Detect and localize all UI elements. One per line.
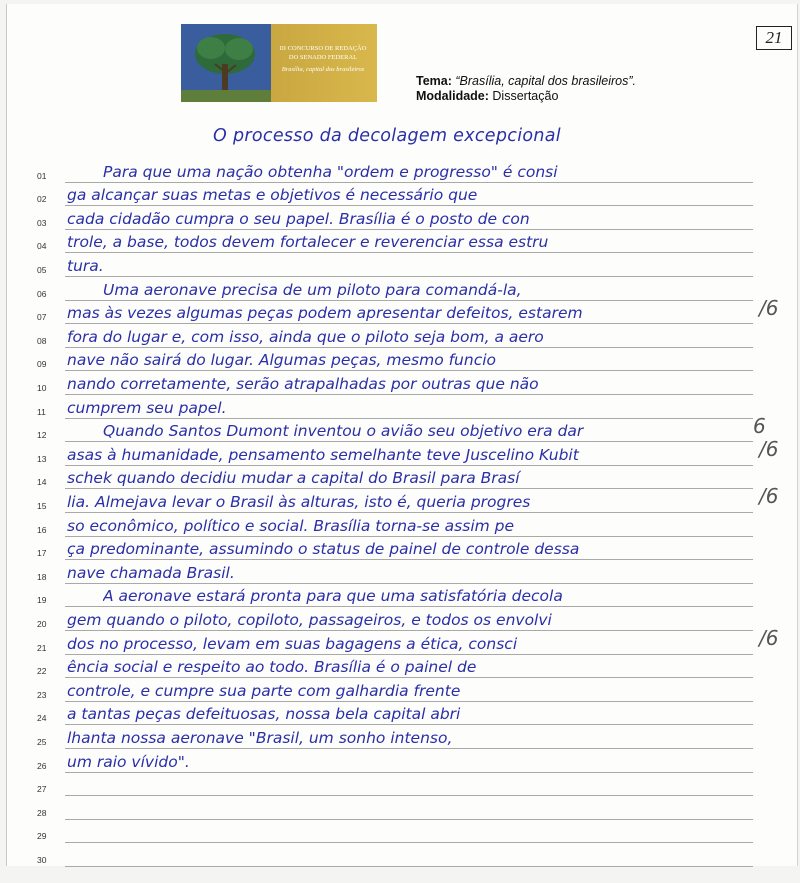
line-rule <box>65 819 753 820</box>
line-number: 02 <box>37 194 47 205</box>
essay-line <box>7 538 797 562</box>
line-number: 09 <box>37 359 47 370</box>
line-rule <box>65 866 753 867</box>
line-number: 04 <box>37 241 47 252</box>
essay-title: O processo da decolagem excepcional <box>213 126 561 146</box>
line-rule <box>65 583 753 584</box>
essay-line <box>7 207 797 231</box>
line-rule <box>65 842 753 843</box>
line-number: 17 <box>37 548 47 559</box>
handwritten-text: gem quando o piloto, copiloto, passageiros, e todos os envolvi <box>67 610 552 629</box>
line-number: 16 <box>37 524 47 535</box>
line-number: 03 <box>37 217 47 228</box>
handwritten-text: lhanta nossa aeronave "Brasil, um sonho intenso, <box>67 728 453 747</box>
theme-value: “Brasília, capital dos brasileiros”. <box>455 74 636 88</box>
mode-value: Dissertação <box>492 89 559 103</box>
line-rule <box>65 748 753 749</box>
line-number: 01 <box>37 170 47 181</box>
line-rule <box>65 182 753 183</box>
line-rule <box>65 724 753 725</box>
essay-meta <box>416 74 636 104</box>
line-rule <box>65 323 753 324</box>
line-number: 29 <box>37 831 47 842</box>
handwritten-text: cumprem seu papel. <box>67 398 227 417</box>
banner-line-3: Brasília, capital dos brasileiros <box>281 66 365 73</box>
handwritten-text: schek quando decidiu mudar a capital do Brasil para Brasí <box>67 469 520 488</box>
line-number: 06 <box>37 288 47 299</box>
line-rule <box>65 370 753 371</box>
handwritten-text: um raio vívido". <box>67 752 190 771</box>
grader-mark: /6 <box>759 437 779 462</box>
essay-line <box>7 349 797 373</box>
line-number: 19 <box>37 595 47 606</box>
line-number: 08 <box>37 335 47 346</box>
theme-row <box>416 74 636 89</box>
line-number: 13 <box>37 453 47 464</box>
essay-line <box>7 632 797 656</box>
essay-line <box>7 443 797 467</box>
line-rule <box>65 630 753 631</box>
essay-line <box>7 844 797 868</box>
essay-line <box>7 278 797 302</box>
line-rule <box>65 394 753 395</box>
tree-logo-icon <box>181 24 271 102</box>
banner-line-2: DO SENADO FEDERAL <box>288 54 358 61</box>
line-number: 23 <box>37 689 47 700</box>
handwritten-text: nando corretamente, serão atrapalhadas por outras que não <box>67 374 539 393</box>
line-rule <box>65 229 753 230</box>
banner-text <box>271 44 375 74</box>
essay-line <box>7 750 797 774</box>
line-rule <box>65 512 753 513</box>
line-number: 10 <box>37 382 47 393</box>
line-rule <box>65 252 753 253</box>
mode-label: Modalidade: <box>416 89 489 103</box>
line-number: 24 <box>37 713 47 724</box>
contest-banner <box>181 24 377 102</box>
line-rule <box>65 795 753 796</box>
handwritten-text: controle, e cumpre sua parte com galhardia frente <box>67 681 461 700</box>
grader-mark: /6 <box>759 626 779 650</box>
essay-line <box>7 420 797 444</box>
handwritten-text: Para que uma nação obtenha "ordem e progresso" é consi <box>103 162 558 181</box>
essay-line <box>7 726 797 750</box>
essay-line <box>7 325 797 349</box>
handwritten-text: asas à humanidade, pensamento semelhante teve Juscelino Kubit <box>67 445 579 464</box>
line-rule <box>65 606 753 607</box>
line-rule <box>65 418 753 419</box>
essay-line <box>7 514 797 538</box>
line-number: 11 <box>37 406 46 417</box>
line-rule <box>65 347 753 348</box>
line-number: 18 <box>37 571 47 582</box>
line-rule <box>65 276 753 277</box>
handwritten-text: A aeronave estará pronta para que uma satisfatória decola <box>103 587 563 606</box>
line-rule <box>65 205 753 206</box>
line-rule <box>65 465 753 466</box>
essay-line <box>7 703 797 727</box>
essay-line <box>7 231 797 255</box>
handwritten-text: so econômico, político e social. Brasília torna-se assim pe <box>67 516 515 535</box>
essay-line <box>7 656 797 680</box>
essay-line <box>7 184 797 208</box>
handwritten-text: a tantas peças defeituosas, nossa bela capital abri <box>67 705 461 724</box>
line-number: 21 <box>37 642 47 653</box>
page-number-box: 21 <box>756 26 792 50</box>
line-rule <box>65 441 753 442</box>
handwritten-text: mas às vezes algumas peças podem apresentar defeitos, estarem <box>67 304 583 323</box>
line-rule <box>65 488 753 489</box>
handwritten-text: trole, a base, todos devem fortalecer e reverenciar essa estru <box>67 233 549 252</box>
essay-line <box>7 396 797 420</box>
handwritten-text: ência social e respeito ao todo. Brasília é o painel de <box>67 658 477 677</box>
handwritten-text: fora do lugar e, com isso, ainda que o piloto seja bom, a aero <box>67 327 544 346</box>
essay-line <box>7 679 797 703</box>
mode-row <box>416 89 636 104</box>
line-rule <box>65 536 753 537</box>
grader-mark: 6 <box>753 413 766 438</box>
line-number: 28 <box>37 807 47 818</box>
essay-line <box>7 821 797 845</box>
handwritten-text: ga alcançar suas metas e objetivos é necessário que <box>67 186 478 205</box>
banner-line-1: III CONCURSO DE REDAÇÃO <box>279 45 367 52</box>
line-number: 30 <box>37 854 47 865</box>
theme-label: Tema: <box>416 74 452 88</box>
line-number: 25 <box>37 736 47 747</box>
handwritten-text: cada cidadão cumpra o seu papel. Brasília é o posto de con <box>67 209 530 228</box>
line-rule <box>65 772 753 773</box>
essay-line <box>7 372 797 396</box>
line-rule <box>65 677 753 678</box>
line-number: 05 <box>37 264 47 275</box>
handwritten-text: nave chamada Brasil. <box>67 563 235 582</box>
handwritten-text: Quando Santos Dumont inventou o avião seu objetivo era dar <box>103 422 584 441</box>
line-number: 15 <box>37 500 47 511</box>
line-number: 12 <box>37 430 47 441</box>
essay-line <box>7 490 797 514</box>
handwritten-text: tura. <box>67 256 104 275</box>
handwritten-text: dos no processo, levam em suas bagagens a ética, consci <box>67 634 518 653</box>
essay-line <box>7 774 797 798</box>
line-number: 27 <box>37 784 47 795</box>
essay-line <box>7 302 797 326</box>
essay-line <box>7 797 797 821</box>
essay-sheet <box>6 4 798 866</box>
grader-mark: /6 <box>759 295 779 320</box>
line-number: 26 <box>37 760 47 771</box>
essay-line <box>7 254 797 278</box>
line-number: 20 <box>37 618 47 629</box>
line-rule <box>65 654 753 655</box>
essay-line <box>7 561 797 585</box>
essay-line <box>7 160 797 184</box>
line-rule <box>65 300 753 301</box>
handwritten-text: lia. Almejava levar o Brasil às alturas, isto é, queria progres <box>67 492 531 511</box>
essay-line <box>7 608 797 632</box>
line-number: 22 <box>37 666 47 677</box>
handwritten-text: Uma aeronave precisa de um piloto para comandá-la, <box>103 280 522 299</box>
handwritten-text: ça predominante, assumindo o status de painel de controle dessa <box>67 540 580 559</box>
line-rule <box>65 701 753 702</box>
line-number: 07 <box>37 312 47 323</box>
essay-line <box>7 467 797 491</box>
line-rule <box>65 559 753 560</box>
grader-mark: /6 <box>759 484 779 509</box>
handwritten-text: nave não sairá do lugar. Algumas peças, mesmo funcio <box>67 351 497 370</box>
line-number: 14 <box>37 477 47 488</box>
essay-line <box>7 585 797 609</box>
